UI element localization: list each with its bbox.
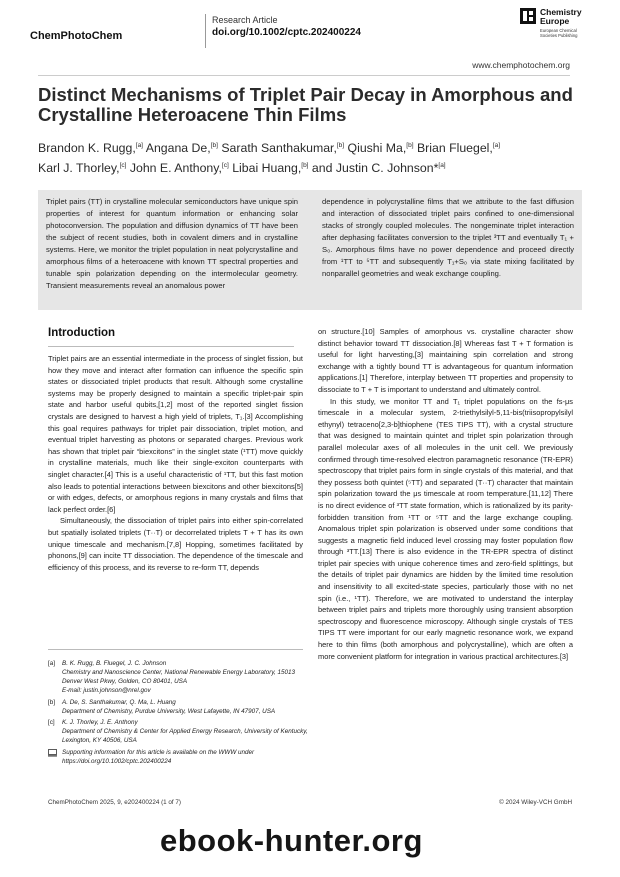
body-right-column: [318, 326, 573, 662]
affiliations: [48, 660, 310, 770]
section-rule: [48, 346, 294, 347]
publisher-name: Chemistry Europe: [540, 7, 582, 26]
header-rule: [38, 75, 570, 76]
computer-icon: [48, 749, 57, 757]
abstract-box: [38, 190, 582, 310]
journal-name: ChemPhotoChem: [30, 30, 123, 42]
abstract-right-column: dependence in polycrystalline films that we attribute to the fast diffusion and interaction of dissociated triplet pairs confined to one-dimensional stacks of strongly coupled molecules. The nongeminate triplet interaction after dephasing facilitates conversion to the triplet ³TT and eventually T₁ + S₀. Amorphous films have no power dependence and proceed directly from ¹TT to ⁵TT and subsequently T₁+S₀ via state mixing facilitated by nonparallel geometries and weak exchange coupling.: [322, 197, 574, 278]
body-paragraph: Simultaneously, the dissociation of triplet pairs into either spin-correlated but spatially isolated triplets (T··T) or decorrelated triplets T + T has its own unique timescale and mechanism.[7,8] Hopping, sometimes facilitated by phonons,[9] can incite TT dissociation. The dependence of the timescale and efficiency of this process, and its reverse to re-form TT, depends: [48, 516, 303, 572]
body-paragraph: In this study, we monitor TT and T₁ triplet populations on the fs-μs timescale in a molecular system, 2-triethylsilyl-5,11-bis(triisopropylsilyl ethynyl) tetraceno[2,3-b]thiophene (TES TIPS TT), with a crystal structure that was designed to maintain quintet and triplet spin polarization through parallel molecular axes of all molecules in the unit cell. We previously confirmed through time-resolved electron paramagnetic resonance (TR-EPR) spectroscopy that triplet pairs form in single crystals of this material, and that they possess both quintet (⁵TT) and separated (T··T) character that maintain spin polarization toward the μs timescale at room temperature.[11,12] There is no direct evidence of ³TT state formation, which is rationalized by its parity-forbidden transition from ¹TT or ⁵TT and the large exchange coupling. Anomalous triplet spin polarization is observed under some conditions that suggests a magnetic field induced level crossing may foster population flow through ³TT.[13] There is also evidence in the TR-EPR spectra of distinct triplet pair species with unique coherence times and zero-field splittings, but the details of triplet pair dynamics are hidden by the limited time resolution and insensitivity to all excited-state species, particularly those with no net spin (i.e., ¹TT). Therefore, we are motivated to understand the interplay between triplet pairs and triplets more thoroughly using transient absorption spectroscopy and fluorescence microscopy. Although single crystals of TES TIPS TT were important for our early magnetic resonance work, we expand here to thin films (both amorphous and polycrystalline), which are often a more convenient platform for integration in various practical architectures.[3]: [318, 396, 573, 661]
footer-copyright: © 2024 Wiley-VCH GmbH: [499, 799, 572, 806]
chemistry-europe-logo: [520, 8, 612, 48]
watermark: ebook-hunter.org: [160, 823, 423, 858]
body-paragraph: Triplet pairs are an essential intermediate in the process of singlet fission, but how they move and interact after formation can influence the specific spin states or dissociated triplet products that result. Although some crystalline systems may be properly designed to maintain a specific triplet-pair spin state and harbor useful qubits,[1,2] most of the reported singlet fission crystals are designed to harvest a high yield of triplets, T₁.[3] Accomplishing this goal requires pathways for triplet pair dissociation, triplet motion, and eventual triplet harvesting as photons or separated charges. Previous work has shown that triplet pair “biexcitons” in the singlet state (¹TT) move quickly in crystalline materials, much like their single-exciton counterparts with singlet character.[4] This is a useful characteristic of ¹TT, but this fast motion also leads to potential interactions between biexcitons and other biexcitons[5] or with edges, defects, or amorphous regions in many crystals and films that lack perfect order.[6]: [48, 354, 303, 514]
publisher-logo-icon: [520, 8, 536, 24]
section-heading-introduction: Introduction: [48, 327, 116, 339]
article-title: Distinct Mechanisms of Triplet Pair Decay in Amorphous and Crystalline Heteroacene Thin Films: [38, 84, 573, 125]
body-left-column: [48, 353, 303, 573]
supporting-information[interactable]: Supporting information for this article is available on the WWW under https://doi.org/10.1002/cptc.202400224: [48, 749, 310, 767]
affiliation-item: [b] A. De, S. Santhakumar, Q. Ma, L. Huang Department of Chemistry, Purdue University, West Lafayette, IN 47907, USA: [48, 698, 276, 715]
author-list: Brandon K. Rugg,[a] Angana De,[b] Sarath Santhakumar,[b] Qiushi Ma,[b] Brian Fluegel,[a] Karl J. Thorley,[c] John E. Anthony,[c] Libai Huang,[b] and Justin C. Johnson*[a]: [38, 141, 501, 176]
article-type: Research Article: [212, 15, 278, 25]
affiliation-item: [a] B. K. Rugg, B. Fluegel, J. C. Johnson Chemistry and Nanoscience Center, National Renewable Energy Laboratory, 15013 Denver West Pkwy, Golden, CO 80401, USA E-mail: justin.johnson@nrel.gov: [48, 660, 296, 694]
publisher-subtitle: European Chemical Societies Publishing: [540, 28, 578, 38]
header-divider: [205, 14, 206, 48]
footer-citation: ChemPhotoChem 2025, 9, e202400224 (1 of 7): [48, 799, 182, 806]
abstract-left-column: Triplet pairs (TT) in crystalline molecular semiconductors have unique spin properties of interest for quantum information or enhancing solar photoconversion. The population and diffusion dynamics of TT have been the subject of recent studies, both in covalent dimers and in crystalline systems. Here, we monitor the triplet population in neat polycrystalline and amorphous films of a heteroacene with known TT spectral properties and tunable spin polarization depending on the intermolecular geometry. Transient measurements reveal an anomalous power: [46, 197, 298, 290]
author-email[interactable]: E-mail: justin.johnson@nrel.gov: [62, 686, 151, 694]
affiliation-item: [c] K. J. Thorley, J. E. Anthony Department of Chemistry & Center for Applied Energy Research, University of Kentucky, Lexington, KY 40506, USA: [48, 719, 308, 745]
affiliation-rule: [48, 649, 303, 650]
journal-website[interactable]: www.chemphotochem.org: [472, 60, 570, 70]
doi-link[interactable]: doi.org/10.1002/cptc.202400224: [212, 27, 361, 38]
body-paragraph: on structure.[10] Samples of amorphous vs. crystalline character show distinct behavior toward TT dissociation.[8] Whereas fast T + T formation is useful for light harvesting,[3] maintaining spin correlation and strong exchange with a tightly bound TT is advantageous for quantum information applications.[1] Therefore, interplay between TT properties and propensity to dissociate to T + T is important to understand and ultimately control.: [318, 327, 573, 394]
